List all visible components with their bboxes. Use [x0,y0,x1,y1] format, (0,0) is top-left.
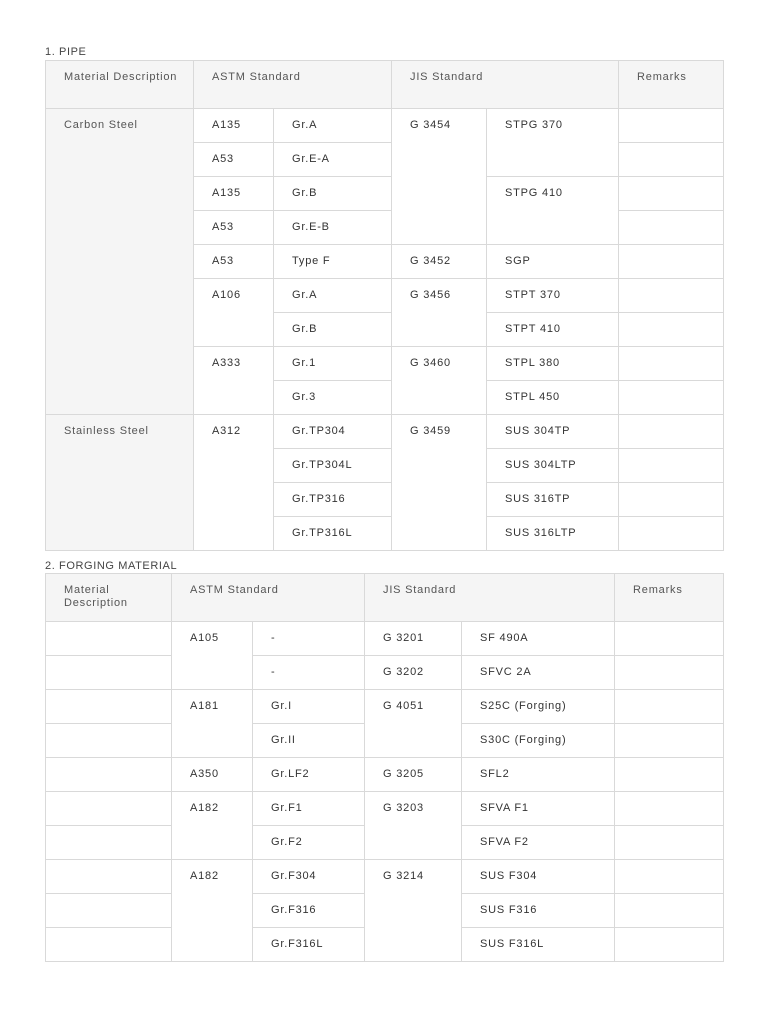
header-material: Material Description [46,574,172,622]
jis-grade-cell: SFVA F2 [462,826,615,860]
jis-grade-cell: SFVA F1 [462,792,615,826]
astm-cell: A312 [194,415,274,551]
remarks-cell [615,724,724,758]
grade-cell: Gr.II [253,724,365,758]
jis-cell: G 3202 [365,656,462,690]
table-row [46,860,724,894]
pipe-table [45,60,724,551]
remarks-cell [615,894,724,928]
jis-cell: G 3214 [365,860,462,962]
forging-section-title: 2. FORGING MATERIAL [45,560,178,572]
grade-cell: Gr.F316L [253,928,365,962]
grade-cell: Type F [274,245,392,279]
table-row [46,622,724,656]
remarks-cell [619,517,724,551]
astm-cell: A53 [194,245,274,279]
grade-cell: Gr.TP316 [274,483,392,517]
jis-grade-cell: SUS F304 [462,860,615,894]
grade-cell: Gr.E-A [274,143,392,177]
remarks-cell [619,279,724,313]
astm-cell: A333 [194,347,274,415]
grade-cell: Gr.I [253,690,365,724]
jis-grade-cell: SUS 304LTP [487,449,619,483]
remarks-cell [619,381,724,415]
material-cell [46,894,172,928]
remarks-cell [619,211,724,245]
astm-cell: A182 [172,792,253,860]
remarks-cell [619,449,724,483]
remarks-cell [615,622,724,656]
table-row [46,758,724,792]
astm-cell: A135 [194,177,274,211]
grade-cell: Gr.TP304L [274,449,392,483]
jis-grade-cell: SGP [487,245,619,279]
grade-cell: Gr.A [274,109,392,143]
table-row [46,656,724,690]
table-row [46,109,724,143]
header-astm: ASTM Standard [194,61,392,109]
jis-grade-cell: SUS F316L [462,928,615,962]
grade-cell: Gr.TP316L [274,517,392,551]
grade-cell: - [253,656,365,690]
jis-cell: G 3205 [365,758,462,792]
header-remarks: Remarks [615,574,724,622]
jis-grade-cell: STPT 410 [487,313,619,347]
header-jis: JIS Standard [392,61,619,109]
grade-cell: Gr.F304 [253,860,365,894]
remarks-cell [615,792,724,826]
jis-grade-cell: STPG 370 [487,109,619,177]
jis-cell: G 3454 [392,109,487,245]
remarks-cell [615,860,724,894]
jis-cell: G 3459 [392,415,487,551]
grade-cell: Gr.F316 [253,894,365,928]
material-cell [46,826,172,860]
jis-grade-cell: SUS 304TP [487,415,619,449]
material-cell [46,690,172,724]
material-carbon-steel: Carbon Steel [46,109,194,415]
material-cell [46,758,172,792]
header-astm: ASTM Standard [172,574,365,622]
remarks-cell [619,347,724,381]
grade-cell: Gr.F1 [253,792,365,826]
remarks-cell [615,656,724,690]
material-cell [46,928,172,962]
remarks-cell [615,690,724,724]
grade-cell: Gr.A [274,279,392,313]
jis-cell: G 3460 [392,347,487,415]
jis-cell: G 3452 [392,245,487,279]
astm-cell: A53 [194,211,274,245]
jis-grade-cell: S30C (Forging) [462,724,615,758]
jis-grade-cell: SUS 316TP [487,483,619,517]
header-material: Material Description [46,61,194,109]
header-remarks: Remarks [619,61,724,109]
grade-cell: Gr.F2 [253,826,365,860]
jis-grade-cell: STPL 380 [487,347,619,381]
table-row [46,690,724,724]
table-row [46,792,724,826]
astm-cell: A182 [172,860,253,962]
remarks-cell [615,826,724,860]
jis-grade-cell: SFVC 2A [462,656,615,690]
jis-cell: G 3203 [365,792,462,860]
remarks-cell [619,415,724,449]
jis-grade-cell: STPL 450 [487,381,619,415]
table-row [46,415,724,449]
astm-cell: A181 [172,690,253,758]
jis-grade-cell: S25C (Forging) [462,690,615,724]
table-header-row [46,574,724,622]
grade-cell: Gr.LF2 [253,758,365,792]
grade-cell: Gr.3 [274,381,392,415]
astm-cell: A106 [194,279,274,347]
material-cell [46,724,172,758]
grade-cell: Gr.B [274,313,392,347]
astm-cell: A135 [194,109,274,143]
remarks-cell [619,177,724,211]
jis-cell: G 3456 [392,279,487,347]
header-jis: JIS Standard [365,574,615,622]
remarks-cell [619,483,724,517]
material-stainless-steel: Stainless Steel [46,415,194,551]
astm-cell: A350 [172,758,253,792]
jis-grade-cell: SUS F316 [462,894,615,928]
material-cell [46,656,172,690]
jis-grade-cell: SF 490A [462,622,615,656]
material-cell [46,860,172,894]
jis-cell: G 3201 [365,622,462,656]
grade-cell: - [253,622,365,656]
jis-grade-cell: STPT 370 [487,279,619,313]
remarks-cell [619,109,724,143]
material-cell [46,622,172,656]
material-cell [46,792,172,826]
pipe-section-title: 1. PIPE [45,46,87,58]
table-header-row [46,61,724,109]
grade-cell: Gr.1 [274,347,392,381]
grade-cell: Gr.TP304 [274,415,392,449]
astm-cell: A105 [172,622,253,690]
grade-cell: Gr.E-B [274,211,392,245]
remarks-cell [615,928,724,962]
jis-grade-cell: STPG 410 [487,177,619,245]
jis-grade-cell: SUS 316LTP [487,517,619,551]
astm-cell: A53 [194,143,274,177]
remarks-cell [619,245,724,279]
grade-cell: Gr.B [274,177,392,211]
remarks-cell [619,143,724,177]
jis-grade-cell: SFL2 [462,758,615,792]
remarks-cell [619,313,724,347]
jis-cell: G 4051 [365,690,462,758]
remarks-cell [615,758,724,792]
forging-table [45,573,724,962]
